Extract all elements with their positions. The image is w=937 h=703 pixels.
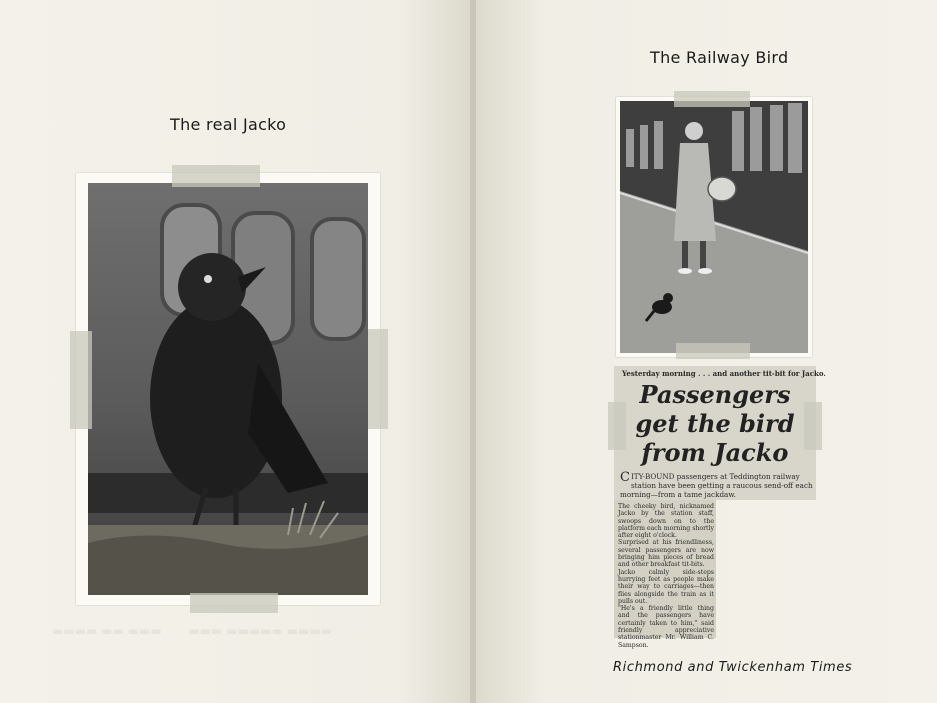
tape-strip: [676, 343, 750, 359]
jackdaw-photo: [76, 173, 380, 605]
headline-line: get the bird: [635, 409, 795, 438]
tape-strip: [608, 402, 626, 450]
clipping-kicker: Yesterday morning . . . and another tit-bit for Jacko.: [622, 369, 826, 378]
clipping-paragraph: The cheeky bird, nicknamed Jacko by the station staff, swoops down on to the platform each morning shortly after eight o'clock.: [618, 503, 714, 540]
tape-strip: [804, 402, 822, 450]
clipping-paragraph: Jacko calmly side-steps hurrying feet as people make their way to carriages—then flies alongside the train as it pulls out.: [618, 568, 714, 605]
clipping-lead-paragraph: [620, 472, 816, 499]
tape-strip: [172, 165, 260, 187]
clipping-paragraph: Surprised at his friendliness, several passengers are now bringing him pieces of bread and other breakfast tit-bits.: [618, 539, 714, 569]
drop-cap: C: [620, 470, 630, 485]
book-gutter: [470, 0, 476, 703]
lead-text: ITY-BOUND passengers at Teddington railway station have been getting a raucous send-off each morning—from a tame jackdaw.: [620, 472, 813, 499]
station-photo-image: [620, 101, 808, 353]
tape-strip: [70, 331, 92, 429]
station-photo: [616, 97, 812, 357]
left-page-title: The real Jacko: [170, 115, 287, 134]
clipping-paragraph: "He's a friendly little thing and the passengers have certainly taken to him," said friendly appreciative stationmaster Mr. William C. Sampson.: [618, 605, 714, 649]
tape-strip: [674, 91, 750, 107]
headline-line: from Jacko: [641, 438, 789, 467]
clipping-body-text: [618, 503, 714, 649]
right-page-title: The Railway Bird: [650, 48, 789, 67]
newspaper-clipping-body: [614, 500, 716, 649]
jackdaw-photo-image: [88, 183, 368, 595]
newspaper-credit: Richmond and Twickenham Times: [613, 660, 853, 675]
bleed-through-text: ▬▬▬▬ ▬▬ ▬▬▬ ▬▬▬ ▬▬▬▬▬ ▬▬▬▬: [52, 624, 333, 638]
clipping-headline: [614, 380, 816, 467]
tape-strip: [368, 329, 388, 429]
newspaper-clipping-headline: [614, 366, 826, 500]
tape-strip: [190, 593, 278, 613]
headline-line: Passengers: [639, 380, 791, 409]
